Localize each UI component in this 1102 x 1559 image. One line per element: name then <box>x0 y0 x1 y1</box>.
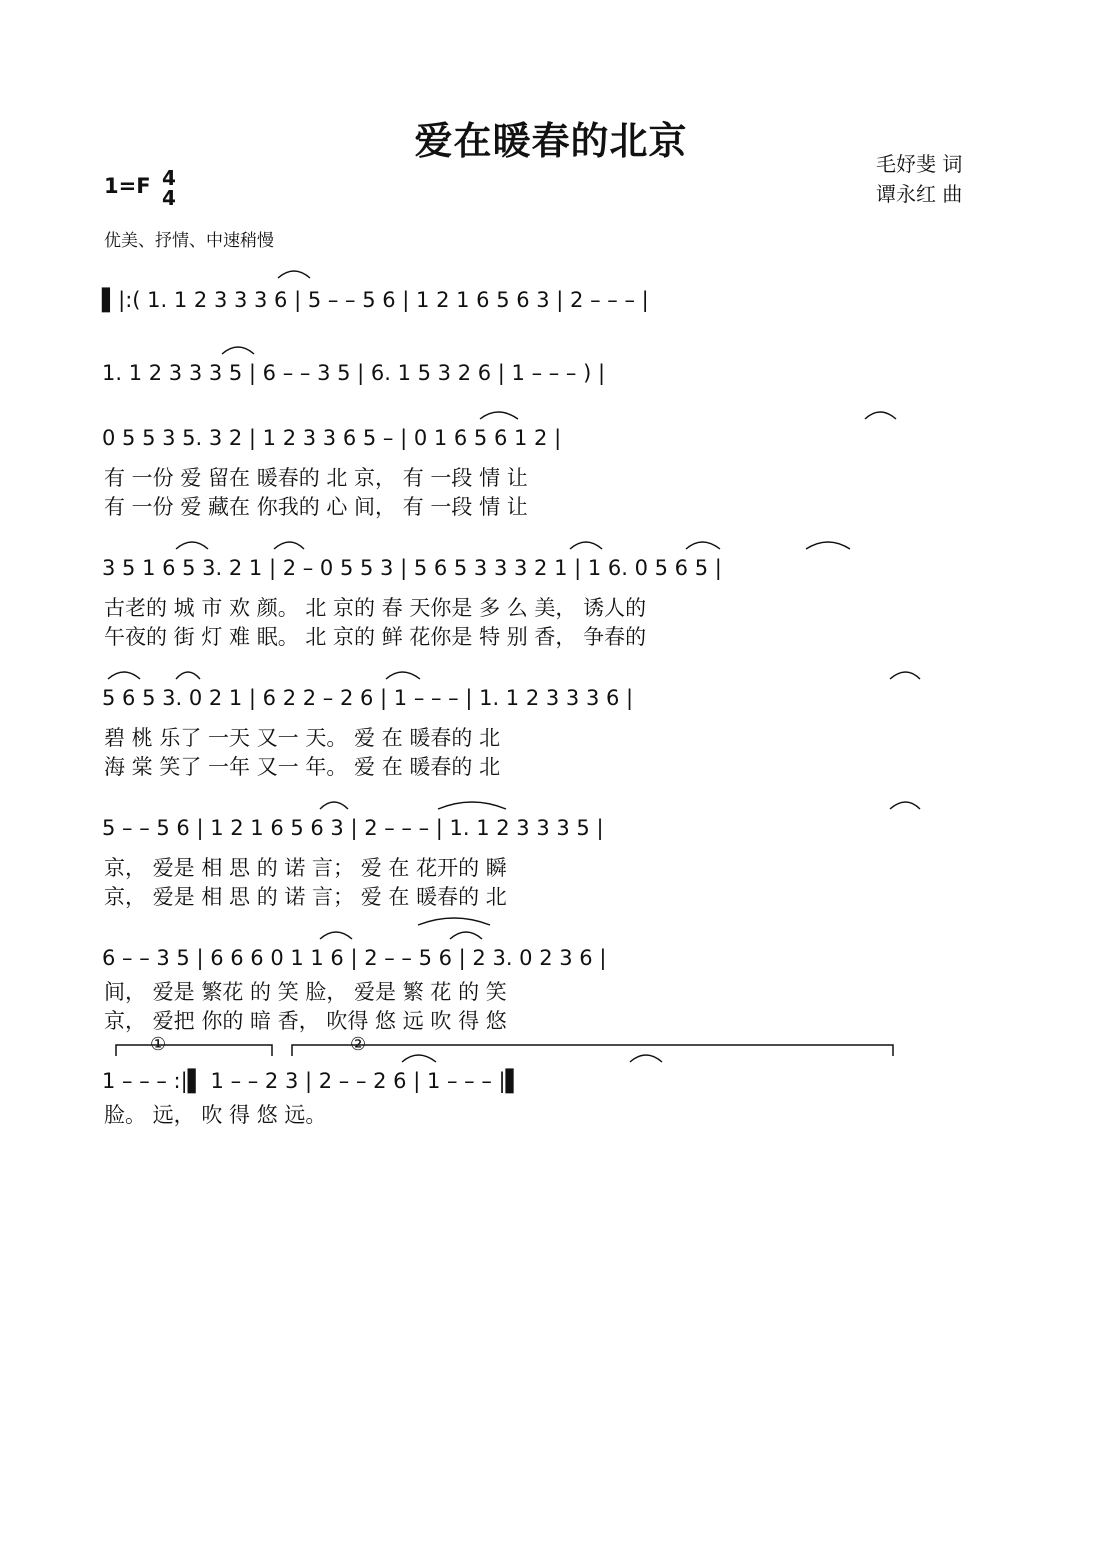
score-row-4-lyric-1: 古老的 城 市 欢 颜。 北 京的 春 天你是 多 么 美， 诱人的 <box>104 596 647 620</box>
volta-label-1: ① <box>150 1034 167 1055</box>
score-row-7-lyric-1: 间， 爱是 繁花 的 笑 脸， 爱是 繁 花 的 笑 <box>104 980 507 1004</box>
score-row-6-notes: 5 – – 5 6 | 1 2 1 6 5 6 3 | 2 – – – | 1. 1 2 3 3 3 5 | <box>102 816 604 840</box>
score-row-4-notes: 3 5 1 6 5 3. 2 1 | 2 – 0 5 5 3 | 5 6 5 3 3 3 2 1 | 1 6. 0 5 6 5 | <box>102 556 722 580</box>
time-signature-bottom: 4 <box>162 186 176 210</box>
tie-arcs <box>108 271 920 1062</box>
score-row-3-notes: 0 5 5 3 5. 3 2 | 1 2 3 3 6 5 – | 0 1 6 5 6 1 2 | <box>102 426 562 450</box>
tempo-marking: 优美、抒情、中速稍慢 <box>104 231 274 251</box>
composer-credit: 谭永红 曲 <box>876 182 963 206</box>
score-row-6-lyric-2: 京， 爱是 相 思 的 诺 言； 爱 在 暖春的 北 <box>104 885 507 909</box>
score-row-8-notes: 1 – – – :|▌ 1 – – 2 3 | 2 – – 2 6 | 1 – – – |▌ <box>102 1069 522 1093</box>
song-title: 爱在暖春的北京 <box>414 119 688 163</box>
volta-bracket-2 <box>292 1045 893 1056</box>
score-row-5-lyric-2: 海 棠 笑了 一年 又一 年。 爱 在 暖春的 北 <box>104 755 501 779</box>
score-row-3-lyric-1: 有 一份 爱 留在 暖春的 北 京， 有 一段 情 让 <box>104 466 528 490</box>
lyricist-credit: 毛妤斐 词 <box>876 152 963 176</box>
score-row-1-notes: ▌|:( 1. 1 2 3 3 3 6 | 5 – – 5 6 | 1 2 1 6 5 6 3 | 2 – – – | <box>102 288 649 312</box>
time-signature-top: 4 <box>162 166 176 190</box>
score-row-7-notes: 6 – – 3 5 | 6 6 6 0 1 1 6 | 2 – – 5 6 | 2 3. 0 2 3 6 | <box>102 946 607 970</box>
score-row-8-lyric-1: 脸。 远， 吹 得 悠 远。 <box>104 1103 327 1127</box>
key-signature: 1=F <box>104 174 151 198</box>
score-row-7-lyric-2: 京， 爱把 你的 暗 香， 吹得 悠 远 吹 得 悠 <box>104 1009 507 1033</box>
volta-label-2: ② <box>350 1034 367 1055</box>
score-row-6-lyric-1: 京， 爱是 相 思 的 诺 言； 爱 在 花开的 瞬 <box>104 856 507 880</box>
score-row-5-lyric-1: 碧 桃 乐了 一天 又一 天。 爱 在 暖春的 北 <box>104 726 501 750</box>
score-row-2-notes: 1. 1 2 3 3 3 5 | 6 – – 3 5 | 6. 1 5 3 2 6 | 1 – – – ) | <box>102 361 606 385</box>
volta-bracket-1 <box>116 1045 272 1056</box>
score-row-3-lyric-2: 有 一份 爱 藏在 你我的 心 间， 有 一段 情 让 <box>104 495 528 519</box>
score-row-5-notes: 5 6 5 3. 0 2 1 | 6 2 2 – 2 6 | 1 – – – | 1. 1 2 3 3 3 6 | <box>102 686 634 710</box>
score-row-4-lyric-2: 午夜的 街 灯 难 眠。 北 京的 鲜 花你是 特 别 香， 争春的 <box>104 625 647 649</box>
